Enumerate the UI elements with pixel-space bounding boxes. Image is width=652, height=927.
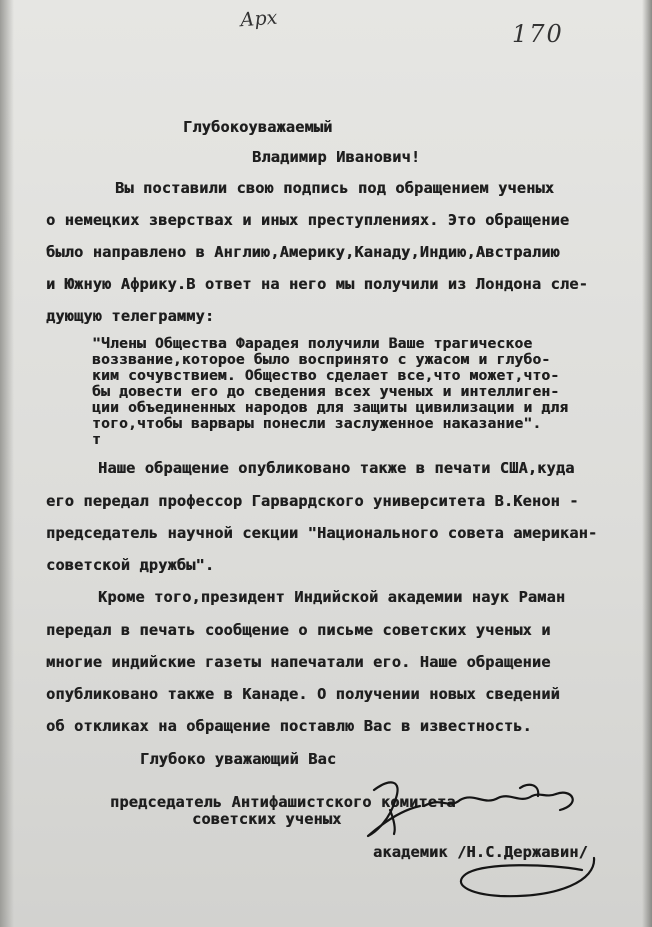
handwritten-signature <box>350 770 620 915</box>
quote-line: ким сочувствием. Общество сделает все,что может,что- <box>92 367 560 384</box>
text-line: многие индийские газеты напечатали его. Наше обращение <box>46 653 551 671</box>
signatory-title-line-1: председатель Антифашистского комитета <box>110 793 456 811</box>
text-line: его передал профессор Гарвардского университета В.Кенон - <box>46 492 579 510</box>
quote-line: "Члены Общества Фарадея получили Ваше трагическое <box>92 335 533 352</box>
closing-line: Глубоко уважающий Вас <box>140 750 337 768</box>
text-line: председатель научной секции "Национального совета американ- <box>46 524 598 542</box>
signatory-title-line-2: советских ученых <box>192 810 342 828</box>
salutation-line-2: Владимир Иванович! <box>252 148 421 166</box>
signatory-name: академик /Н.С.Державин/ <box>373 843 588 861</box>
quote-line: воззвание,которое было воспринято с ужасом и глубо- <box>92 351 551 368</box>
text-line: и Южную Африку.В ответ на него мы получили из Лондона сле- <box>46 275 588 293</box>
quote-line: т <box>92 431 101 448</box>
text-line: было направлено в Англию,Америку,Канаду,Индию,Австралию <box>46 243 560 261</box>
text-line: советской дружбы". <box>46 556 215 574</box>
quote-line: бы довести его до сведения всех ученых и интеллиген- <box>92 383 560 400</box>
text-line: передал в печать сообщение о письме советских ученых и <box>46 621 551 639</box>
text-line: о немецких зверствах и иных преступлениях. Это обращение <box>46 211 570 229</box>
page-number: 170 <box>512 20 564 48</box>
salutation-line-1: Глубокоуважаемый <box>183 118 333 136</box>
text-line: Наше обращение опубликовано также в печати США,куда <box>98 459 575 477</box>
text-line: дующую телеграмму: <box>46 307 215 325</box>
text-line: Кроме того,президент Индийской академии наук Раман <box>98 588 566 606</box>
quote-line: ции объединенных народов для защиты цивилизации и для <box>92 399 569 416</box>
text-line: Вы поставили свою подпись под обращением ученых <box>115 179 555 197</box>
text-line: опубликовано также в Канаде. О получении новых сведений <box>46 685 560 703</box>
quote-line: того,чтобы варвары понесли заслуженное наказание". <box>92 415 542 432</box>
archive-mark: Арх <box>239 6 279 32</box>
text-line: об откликах на обращение поставлю Вас в известность. <box>46 717 532 735</box>
